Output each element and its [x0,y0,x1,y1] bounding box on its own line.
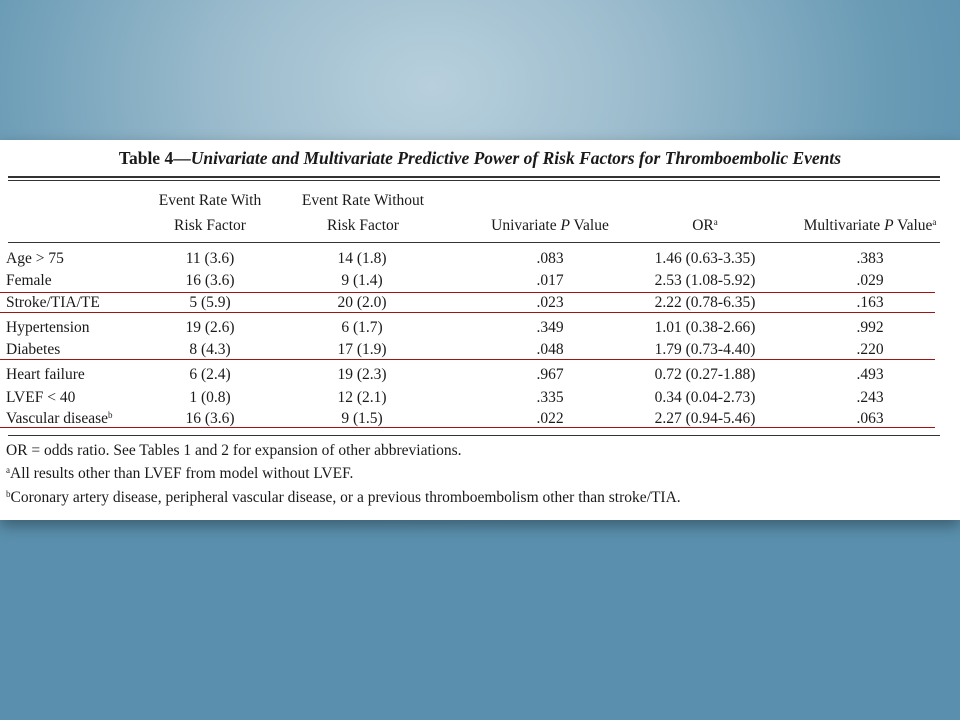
row-factor: LVEF < 40 [6,389,76,406]
row-factor: Vascular disease$^b$ [6,410,113,427]
row-univariate-p: .023 [536,294,564,311]
footnote-a-mark: a [6,465,10,475]
header-without-line2: Risk Factor [327,217,399,234]
row-with: 16 (3.6) [185,410,235,427]
row-factor: Stroke/TIA/TE [6,294,100,311]
row-without: 19 (2.3) [337,366,387,383]
row-without: 6 (1.7) [341,319,383,336]
row-without: 14 (1.8) [337,250,387,267]
footnote-b-text: Coronary artery disease, peripheral vascular disease, or a previous thromboembolism other than stroke/TIA. [10,489,681,506]
header-univariate-suffix: Value [569,217,609,234]
title-rest: Univariate and Multivariate Predictive Power of Risk Factors for Thromboembolic Events [190,148,842,168]
header-with-line1: Event Rate With [158,192,262,209]
row-multivariate-p: .383 [856,250,884,267]
row-without: 9 (1.4) [341,272,383,289]
header-event-rate-without [298,188,428,238]
highlight-line-vascular-bottom [0,427,935,428]
row-factor: Age > 75 [6,250,64,267]
row-factor: Diabetes [6,341,61,358]
header-univariate-p [470,213,630,238]
table-row [0,269,960,292]
row-with: 11 (3.6) [185,250,235,267]
highlight-line-diabetes-bottom [0,359,935,360]
header-with-line2: Risk Factor [174,217,246,234]
row-without: 12 (2.1) [337,389,387,406]
row-factor: Female [6,272,52,289]
row-multivariate-p: .992 [856,319,884,336]
row-multivariate-p: .163 [856,294,884,311]
footnote-a [6,464,353,484]
highlight-line-stroke-bottom [0,312,935,313]
highlight-line-stroke-top [0,292,935,293]
row-with: 6 (2.4) [189,366,231,383]
row-with: 1 (0.8) [189,389,231,406]
header-multivariate-p [795,213,945,238]
row-or: 2.27 (0.94-5.46) [654,410,756,427]
row-or: 1.46 (0.63-3.35) [654,250,756,267]
row-univariate-p: .083 [536,250,564,267]
row-without: 20 (2.0) [337,294,387,311]
header-rule [8,242,940,243]
row-univariate-p: .022 [536,410,564,427]
table-row [0,316,960,339]
table-row [0,363,960,386]
header-univariate-p-letter: P [560,217,570,234]
row-univariate-p: .349 [536,319,564,336]
row-factor: Hypertension [6,319,90,336]
header-multivariate-p-letter: P [884,217,894,234]
footnote-b [6,488,681,508]
title-lead: Table 4— [118,148,191,168]
top-rule-thin [8,180,940,181]
header-or-label: OR [692,217,714,234]
row-or: 2.53 (1.08-5.92) [654,272,756,289]
row-univariate-p: .335 [536,389,564,406]
table-title [0,148,960,169]
row-or: 1.01 (0.38-2.66) [654,319,756,336]
header-event-rate-with [150,188,270,238]
header-multivariate-sup: a [932,217,937,227]
row-multivariate-p: .063 [856,410,884,427]
footnote-b-mark: b [6,489,11,499]
row-with: 5 (5.9) [189,294,231,311]
row-with: 8 (4.3) [189,341,231,358]
table-row [0,338,960,361]
header-without-line1: Event Rate Without [301,192,425,209]
row-multivariate-p: .493 [856,366,884,383]
footnote-a-text: All results other than LVEF from model without LVEF. [10,465,354,482]
row-univariate-p: .017 [536,272,564,289]
row-multivariate-p: .243 [856,389,884,406]
header-multivariate-prefix: Multivariate [803,217,885,234]
header-multivariate-suffix: Value [893,217,933,234]
row-without: 9 (1.5) [341,410,383,427]
row-multivariate-p: .220 [856,341,884,358]
row-multivariate-p: .029 [856,272,884,289]
header-or-sup: a [713,217,718,227]
table-row [0,386,960,409]
row-factor-sup: b [108,410,113,420]
row-with: 19 (2.6) [185,319,235,336]
header-univariate-prefix: Univariate [491,217,561,234]
row-univariate-p: .967 [536,366,564,383]
header-or [660,213,750,238]
table-panel [0,140,960,520]
row-without: 17 (1.9) [337,341,387,358]
bottom-rule [8,435,940,436]
row-factor: Heart failure [6,366,85,383]
table-row [0,247,960,270]
table-row [0,291,960,314]
row-univariate-p: .048 [536,341,564,358]
footnote-or: OR = odds ratio. See Tables 1 and 2 for expansion of other abbreviations. [6,442,462,459]
top-rule [8,176,940,178]
row-or: 0.34 (0.04-2.73) [654,389,756,406]
row-or: 1.79 (0.73-4.40) [654,341,756,358]
row-or: 0.72 (0.27-1.88) [654,366,756,383]
row-or: 2.22 (0.78-6.35) [654,294,756,311]
row-with: 16 (3.6) [185,272,235,289]
